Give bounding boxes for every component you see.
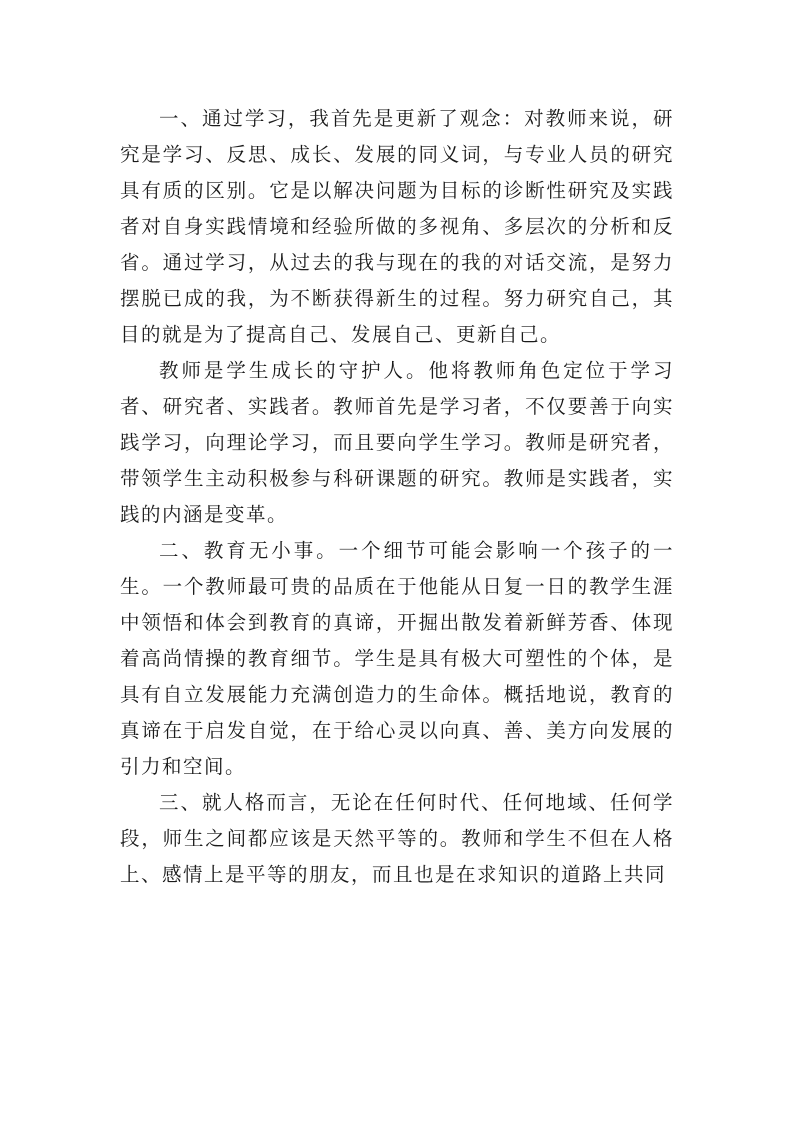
document-body bbox=[120, 101, 674, 893]
paragraph-4: 三、就人格而言，无论在任何时代、任何地域、任何学段，师生之间都应该是天然平等的。教师和学生不但在人格上、感情上是平等的朋友，而且也是在求知识的道路上共同 bbox=[120, 791, 674, 886]
paragraph-3: 二、教育无小事。一个细节可能会影响一个孩子的一生。一个教师最可贵的品质在于他能从日复一日的教学生涯中领悟和体会到教育的真谛，开掘出散发着新鲜芳香、体现着高尚情操的教育细节。学生是具有极大可塑性的个体，是具有自立发展能力充满创造力的生命体。概括地说，教育的真谛在于启发自觉，在于给心灵以向真、善、美方向发展的引力和空间。 bbox=[120, 539, 674, 778]
paragraph-2: 教师是学生成长的守护人。他将教师角色定位于学习者、研究者、实践者。教师首先是学习者，不仅要善于向实践学习，向理论学习，而且要向学生学习。教师是研究者，带领学生主动积极参与科研课题的研究。教师是实践者，实践的内涵是变革。 bbox=[120, 359, 674, 526]
paragraph-1: 一、通过学习，我首先是更新了观念：对教师来说，研究是学习、反思、成长、发展的同义词，与专业人员的研究具有质的区别。它是以解决问题为目标的诊断性研究及实践者对自身实践情境和经验所做的多视角、多层次的分析和反省。通过学习，从过去的我与现在的我的对话交流，是努力摆脱已成的我，为不断获得新生的过程。努力研究自己，其目的就是为了提高自己、发展自己、更新自己。 bbox=[120, 107, 674, 346]
